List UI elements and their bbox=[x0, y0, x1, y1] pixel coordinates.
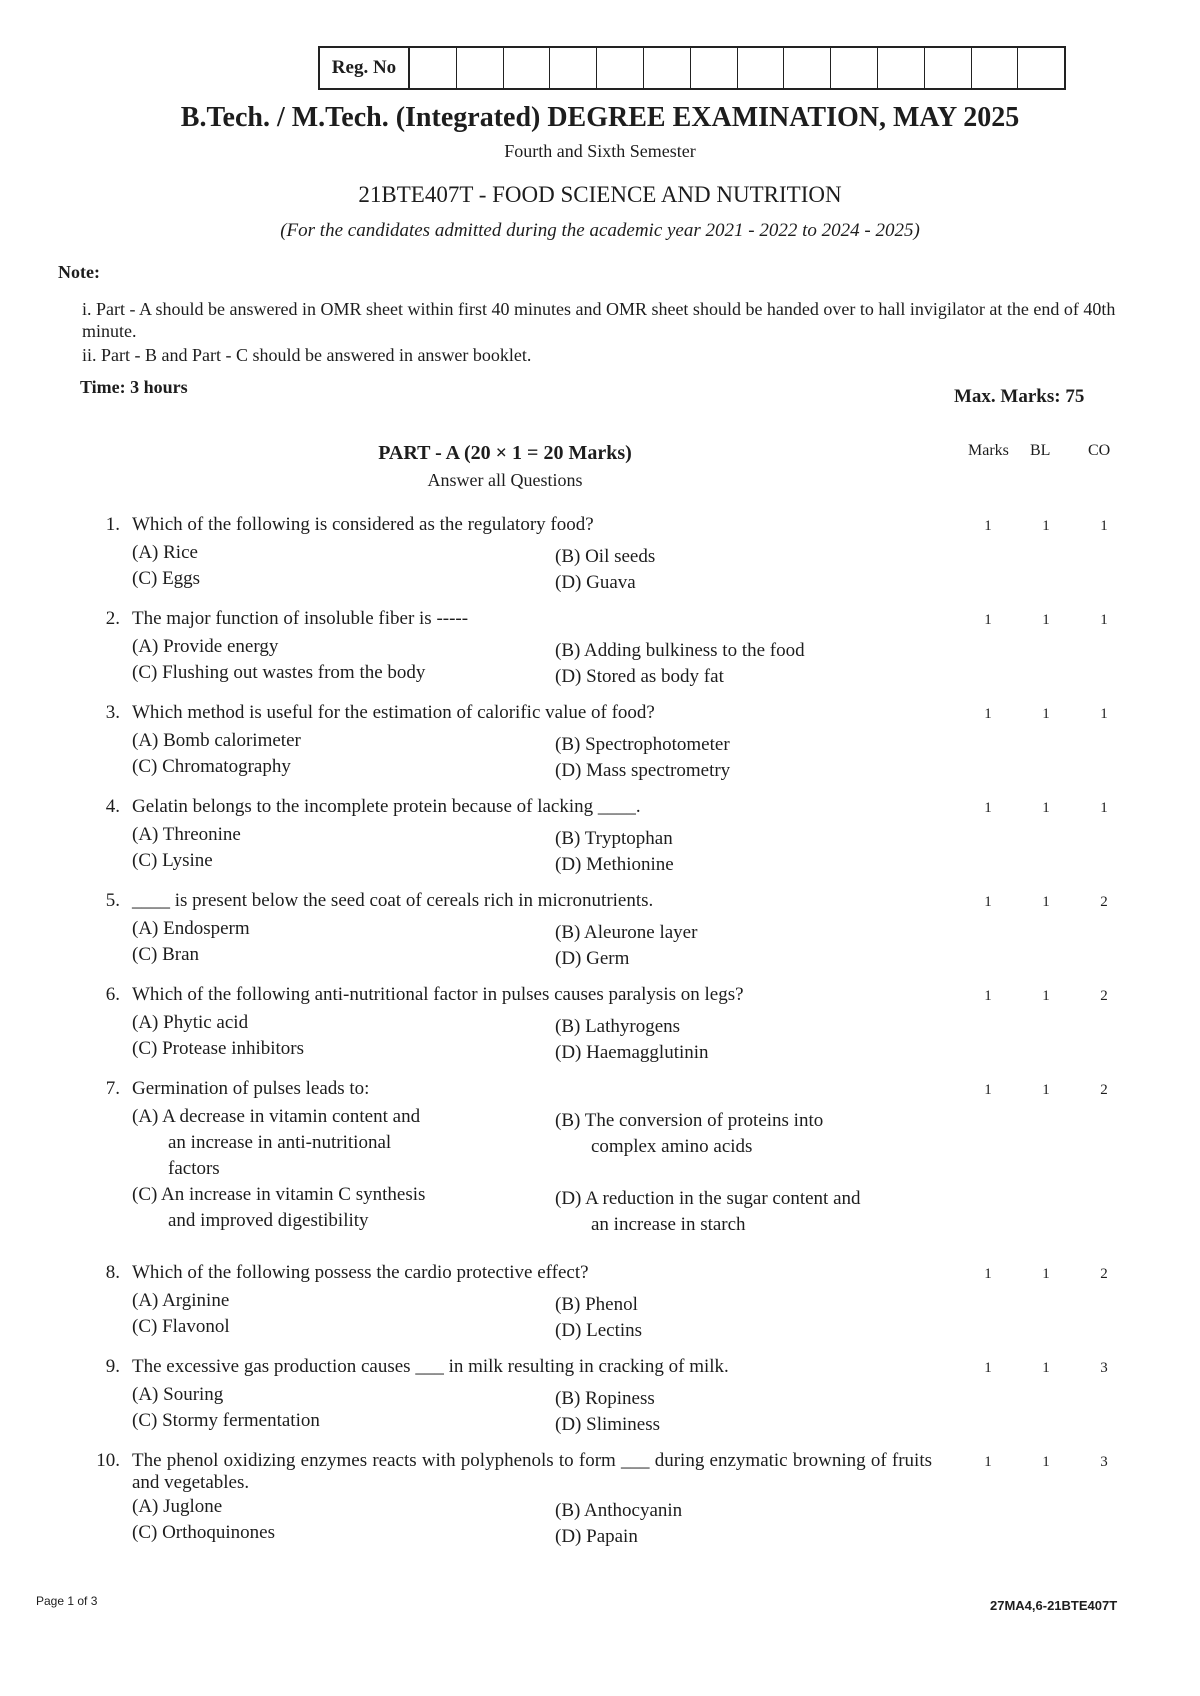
option-a: (A) Phytic acid bbox=[132, 1012, 249, 1033]
note-item-1: i. Part - A should be answered in OMR sheet within first 40 minutes and OMR sheet should be handed over to hall invigilator at the end of 40th minute. bbox=[82, 299, 1116, 341]
col-header-co: CO bbox=[1088, 442, 1111, 459]
part-a-title: PART - A (20 × 1 = 20 Marks) bbox=[378, 442, 632, 464]
reg-no-cell bbox=[1018, 48, 1064, 88]
option-c: (C) Orthoquinones bbox=[132, 1522, 276, 1543]
option-a: (A) Bomb calorimeter bbox=[132, 730, 301, 751]
exam-title: B.Tech. / M.Tech. (Integrated) DEGREE EXAMINATION, MAY 2025 bbox=[180, 102, 1020, 133]
option-a: (A) Souring bbox=[132, 1384, 224, 1405]
question-text: Which of the following anti-nutritional factor in pulses causes paralysis on legs? bbox=[132, 984, 744, 1005]
reg-no-cell bbox=[738, 48, 785, 88]
question-marks: 1 bbox=[984, 800, 992, 816]
question-co: 1 bbox=[1100, 518, 1108, 534]
question-marks: 1 bbox=[984, 988, 992, 1004]
question-co: 1 bbox=[1100, 612, 1108, 628]
option-d: (D) Sliminess bbox=[555, 1414, 661, 1435]
question-text: ____ is present below the seed coat of cereals rich in micronutrients. bbox=[132, 890, 654, 911]
option-b: (B) The conversion of proteins into complex amino acids bbox=[555, 1110, 824, 1157]
question-co: 2 bbox=[1100, 894, 1108, 910]
question-number: 8. bbox=[105, 1262, 120, 1283]
reg-no-cell bbox=[831, 48, 878, 88]
question-bl: 1 bbox=[1042, 988, 1050, 1004]
option-a: (A) A decrease in vitamin content and an increase in anti-nutritional factors bbox=[132, 1106, 421, 1179]
question-bl: 1 bbox=[1042, 612, 1050, 628]
option-b: (B) Tryptophan bbox=[555, 828, 673, 849]
semester: Fourth and Sixth Semester bbox=[504, 141, 696, 161]
question-text: The phenol oxidizing enzymes reacts with polyphenols to form ___ during enzymatic browning of fruits and vegetables. bbox=[132, 1450, 932, 1493]
course-title: 21BTE407T - FOOD SCIENCE AND NUTRITION bbox=[358, 182, 842, 207]
max-marks: Max. Marks: 75 bbox=[954, 386, 1085, 407]
note-label: Note: bbox=[58, 262, 100, 282]
option-c: (C) Lysine bbox=[132, 850, 213, 871]
question-marks: 1 bbox=[984, 894, 992, 910]
exam-time: Time: 3 hours bbox=[80, 377, 188, 397]
question-text: The major function of insoluble fiber is ----- bbox=[132, 608, 469, 629]
option-a: (A) Arginine bbox=[132, 1290, 230, 1311]
option-d: (D) Haemagglutinin bbox=[555, 1042, 709, 1063]
question-text: The excessive gas production causes ___ in milk resulting in cracking of milk. bbox=[132, 1356, 729, 1377]
reg-no-cell bbox=[691, 48, 738, 88]
option-d: (D) Mass spectrometry bbox=[555, 760, 731, 781]
option-d: (D) Papain bbox=[555, 1526, 638, 1547]
col-header-bl: BL bbox=[1030, 442, 1051, 459]
reg-no-box bbox=[318, 46, 1066, 90]
question-co: 1 bbox=[1100, 706, 1108, 722]
question-co: 2 bbox=[1100, 988, 1108, 1004]
question-marks: 1 bbox=[984, 518, 992, 534]
option-c: (C) Bran bbox=[132, 944, 200, 965]
option-d: (D) Methionine bbox=[555, 854, 674, 875]
option-a: (A) Juglone bbox=[132, 1496, 223, 1517]
option-c: (C) Chromatography bbox=[132, 756, 291, 777]
paper-code: 27MA4,6-21BTE407T bbox=[990, 1598, 1118, 1613]
option-c: (C) Protease inhibitors bbox=[132, 1038, 305, 1059]
option-d: (D) Guava bbox=[555, 572, 636, 593]
question-number: 4. bbox=[105, 796, 120, 817]
option-d: (D) Stored as body fat bbox=[555, 666, 724, 687]
question-text: Which of the following possess the cardio protective effect? bbox=[132, 1262, 589, 1283]
reg-no-label: Reg. No bbox=[320, 48, 410, 88]
question-text: Which method is useful for the estimation of calorific value of food? bbox=[132, 702, 655, 723]
option-c: (C) Flavonol bbox=[132, 1316, 230, 1337]
option-c: (C) Stormy fermentation bbox=[132, 1410, 320, 1431]
question-bl: 1 bbox=[1042, 1454, 1050, 1470]
question-co: 3 bbox=[1100, 1360, 1108, 1376]
admitted-note: (For the candidates admitted during the academic year 2021 - 2022 to 2024 - 2025) bbox=[280, 220, 920, 241]
option-c: (C) Flushing out wastes from the body bbox=[132, 662, 426, 683]
option-c: (C) An increase in vitamin C synthesis and improved digestibility bbox=[132, 1184, 426, 1231]
question-number: 9. bbox=[105, 1356, 120, 1377]
part-a-instruction: Answer all Questions bbox=[427, 470, 583, 490]
reg-no-cell bbox=[504, 48, 551, 88]
question-bl: 1 bbox=[1042, 518, 1050, 534]
option-d: (D) Lectins bbox=[555, 1320, 643, 1341]
option-c: (C) Eggs bbox=[132, 568, 201, 589]
reg-no-cell bbox=[410, 48, 457, 88]
option-b: (B) Spectrophotometer bbox=[555, 734, 730, 755]
question-number: 6. bbox=[105, 984, 120, 1005]
option-a: (A) Rice bbox=[132, 542, 198, 563]
option-b: (B) Anthocyanin bbox=[555, 1500, 683, 1521]
reg-no-cell bbox=[878, 48, 925, 88]
question-marks: 1 bbox=[984, 706, 992, 722]
question-number: 3. bbox=[105, 702, 120, 723]
option-d: (D) Germ bbox=[555, 948, 630, 969]
question-text: Gelatin belongs to the incomplete protein because of lacking ____. bbox=[132, 796, 641, 817]
col-header-marks: Marks bbox=[968, 442, 1009, 459]
reg-no-cell bbox=[597, 48, 644, 88]
question-marks: 1 bbox=[984, 1454, 992, 1470]
question-number: 2. bbox=[105, 608, 120, 629]
question-bl: 1 bbox=[1042, 1082, 1050, 1098]
reg-no-cell bbox=[457, 48, 504, 88]
question-number: 5. bbox=[105, 890, 120, 911]
reg-no-cell bbox=[550, 48, 597, 88]
option-a: (A) Endosperm bbox=[132, 918, 250, 939]
page-number: Page 1 of 3 bbox=[36, 1594, 98, 1608]
question-marks: 1 bbox=[984, 1082, 992, 1098]
note-item-2: ii. Part - B and Part - C should be answered in answer booklet. bbox=[82, 345, 532, 365]
question-co: 1 bbox=[1100, 800, 1108, 816]
reg-no-cell bbox=[925, 48, 972, 88]
question-bl: 1 bbox=[1042, 1360, 1050, 1376]
option-b: (B) Ropiness bbox=[555, 1388, 655, 1409]
question-number: 1. bbox=[105, 514, 120, 535]
question-marks: 1 bbox=[984, 612, 992, 628]
question-bl: 1 bbox=[1042, 1266, 1050, 1282]
option-b: (B) Adding bulkiness to the food bbox=[555, 640, 805, 661]
question-number: 7. bbox=[105, 1078, 120, 1099]
option-b: (B) Oil seeds bbox=[555, 546, 656, 567]
question-co: 2 bbox=[1100, 1082, 1108, 1098]
option-a: (A) Provide energy bbox=[132, 636, 279, 657]
reg-no-cell bbox=[644, 48, 691, 88]
question-text: Germination of pulses leads to: bbox=[132, 1078, 370, 1099]
question-text: Which of the following is considered as the regulatory food? bbox=[132, 514, 594, 535]
option-d: (D) A reduction in the sugar content and an increase in starch bbox=[555, 1188, 861, 1235]
option-b: (B) Phenol bbox=[555, 1294, 638, 1315]
question-number: 10. bbox=[96, 1450, 120, 1471]
question-bl: 1 bbox=[1042, 894, 1050, 910]
option-a: (A) Threonine bbox=[132, 824, 241, 845]
question-marks: 1 bbox=[984, 1360, 992, 1376]
question-bl: 1 bbox=[1042, 800, 1050, 816]
option-b: (B) Lathyrogens bbox=[555, 1016, 681, 1037]
reg-no-cell bbox=[972, 48, 1019, 88]
question-co: 2 bbox=[1100, 1266, 1108, 1282]
question-marks: 1 bbox=[984, 1266, 992, 1282]
question-co: 3 bbox=[1100, 1454, 1108, 1470]
question-bl: 1 bbox=[1042, 706, 1050, 722]
reg-no-cell bbox=[784, 48, 831, 88]
option-b: (B) Aleurone layer bbox=[555, 922, 698, 943]
